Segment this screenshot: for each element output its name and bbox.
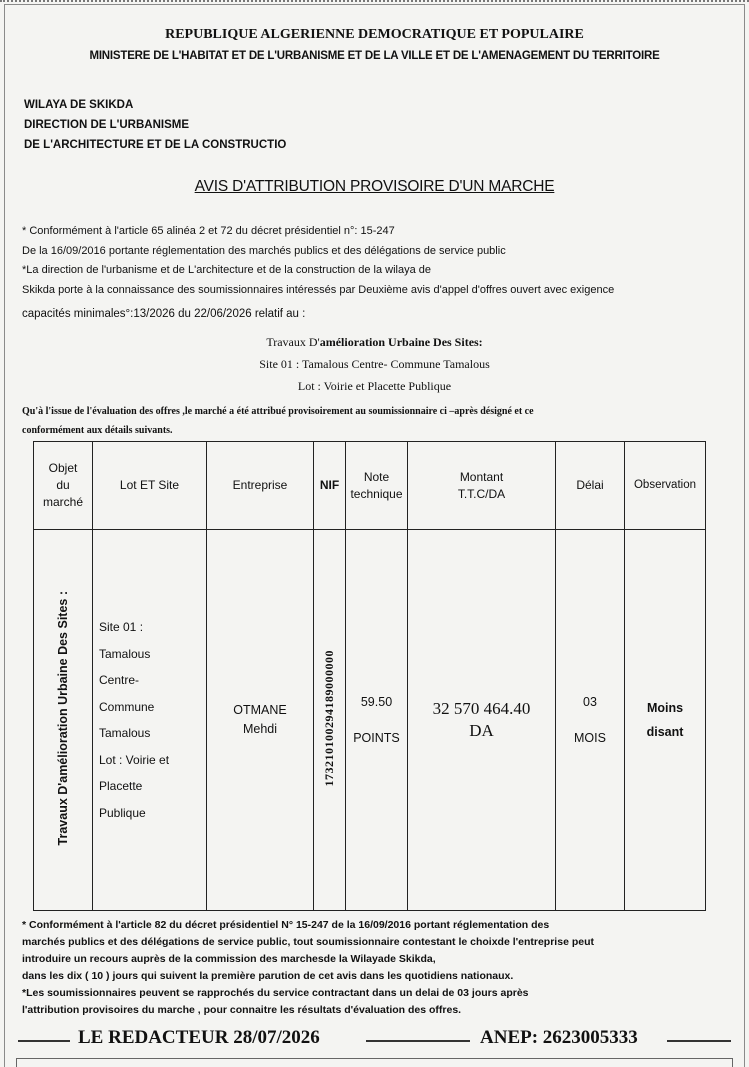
document-title: AVIS D'ATTRIBUTION PROVISOIRE D'UN MARCHE (194, 178, 555, 195)
divider-left (18, 1040, 70, 1042)
lot-line: Site 01 : (99, 620, 144, 634)
lot-line: Centre- (99, 673, 140, 687)
header-objet (34, 442, 93, 530)
header-note-1: Note (363, 469, 390, 484)
republic-heading: REPUBLIQUE ALGERIENNE DEMOCRATIQUE ET POPULAIRE (165, 27, 584, 42)
anep-reference: ANEP: 2623005333 (480, 1027, 638, 1048)
entreprise-name-2: Mehdi (242, 722, 278, 736)
works-line-2: Site 01 : Tamalous Centre- Commune Tamalous (259, 357, 490, 371)
header-delai: Délai (556, 442, 625, 530)
cell-delai (556, 530, 625, 911)
table-row (34, 530, 706, 911)
header-objet-1: Objet (48, 461, 78, 475)
intro-line-4: Skikda porte à la connaissance des soumissionnaires intéressés par Deuxième avis d'appel d'offres ouvert avec exigence (22, 283, 615, 296)
attribution-table (33, 441, 706, 911)
legal-line-5: *Les soumissionnaires peuvent se rapprochés du service contractant dans un delai de 03 jours après (22, 987, 529, 999)
observation-line-1: Moins (646, 701, 684, 715)
header-entreprise: Entreprise (207, 442, 314, 530)
intro-line-2: De la 16/09/2016 portante réglementation des marchés publics et des délégations de service public (22, 244, 506, 257)
header-objet-2: du (56, 478, 70, 492)
intro-line-1: * Conformément à l'article 65 alinéa 2 et 72 du décret présidentiel n°: 15-247 (22, 225, 395, 237)
intro-line-5: capacités minimales°:13/2026 du 22/06/2026 relatif au : (22, 308, 306, 320)
header-montant (408, 442, 556, 530)
issuer-wilaya: WILAYA DE SKIKDA (24, 99, 134, 111)
objet-value: Travaux D'amélioration Urbaine Des Sites : (56, 591, 70, 846)
legal-line-2: marchés publics et des délégations de service public, tout soumissionnaire contestant le choixde l'entreprise peut (22, 936, 594, 948)
intro-line-3: *La direction de l'urbanisme et de L'architecture et de la construction de la wilaya de (22, 264, 431, 276)
legal-notice (22, 917, 732, 1019)
cell-lot (93, 530, 207, 911)
bottom-frame (16, 1058, 733, 1067)
result-line-1: Qu'à l'issue de l'évaluation des offres ,le marché a été attribué provisoirement au soumissionnaire ci –après désigné et ce (22, 406, 534, 417)
header-note-2: technique (350, 486, 403, 501)
delai-value: 03 (583, 695, 597, 709)
issuer-block (24, 95, 286, 155)
cell-montant (408, 530, 556, 911)
cell-nif (314, 530, 346, 911)
divider-right (667, 1040, 731, 1042)
top-border-dots (0, 0, 749, 3)
divider-middle (366, 1040, 470, 1042)
works-line-1b: amélioration Urbaine Des Sites: (319, 335, 483, 349)
entreprise-name-1: OTMANE (233, 703, 287, 717)
cell-entreprise (207, 530, 314, 911)
header-note (346, 442, 408, 530)
legal-line-6: l'attribution provisoires du marche , pour connaitre les résultats d'évaluation des offres. (22, 1004, 462, 1016)
header-nif: NIF (314, 442, 346, 530)
legal-line-3: introduire un recours auprès de la commission des marchesde la Wilayade Skikda, (22, 953, 436, 965)
montant-value: 32 570 464.40 (432, 699, 531, 718)
header-lot: Lot ET Site (93, 442, 207, 530)
intro-paragraph (22, 222, 722, 328)
works-line-1a: Travaux D' (266, 335, 320, 349)
lot-line: Lot : Voirie et (99, 752, 170, 767)
observation-line-2: disant (646, 725, 684, 739)
issuer-architecture: DE L'ARCHITECTURE ET DE LA CONSTRUCTIO (24, 139, 287, 151)
lot-line: Tamalous (99, 726, 151, 740)
result-line-2: conformément aux détails suivants. (22, 425, 173, 436)
note-unit: POINTS (353, 731, 400, 745)
works-line-1 (0, 335, 749, 350)
legal-line-1: * Conformément à l'article 82 du décret présidentiel N° 15-247 de la 16/09/2016 portant réglementation des (22, 919, 550, 931)
cell-objet (34, 530, 93, 911)
header-observation: Observation (625, 442, 706, 530)
works-line-3: Lot : Voirie et Placette Publique (297, 379, 452, 393)
lot-line: Placette (99, 779, 143, 793)
result-paragraph (22, 402, 732, 440)
montant-currency: DA (469, 721, 494, 740)
table-header-row (34, 442, 706, 530)
lot-line: Commune (99, 699, 155, 714)
legal-line-4: dans les dix ( 10 ) jours qui suivent la première parution de cet avis dans les quotidiens nationaux. (22, 970, 514, 982)
nif-value: 173210100294189000000 (322, 650, 336, 787)
lot-line: Publique (99, 805, 146, 820)
note-value: 59.50 (360, 695, 393, 709)
delai-unit: MOIS (574, 731, 606, 745)
lot-line: Tamalous (99, 646, 151, 661)
issuer-direction: DIRECTION DE L'URBANISME (24, 119, 190, 131)
header-montant-2: T.T.C/DA (457, 486, 506, 501)
cell-observation (625, 530, 706, 911)
newspaper-signature: LE REDACTEUR 28/07/2026 (78, 1027, 320, 1048)
cell-note (346, 530, 408, 911)
ministry-heading: MINISTERE DE L'HABITAT ET DE L'URBANISME ET DE LA VILLE ET DE L'AMENAGEMENT DU TERRITOIRE (89, 50, 660, 62)
header-montant-1: Montant (459, 469, 504, 484)
header-objet-3: marché (42, 495, 83, 509)
